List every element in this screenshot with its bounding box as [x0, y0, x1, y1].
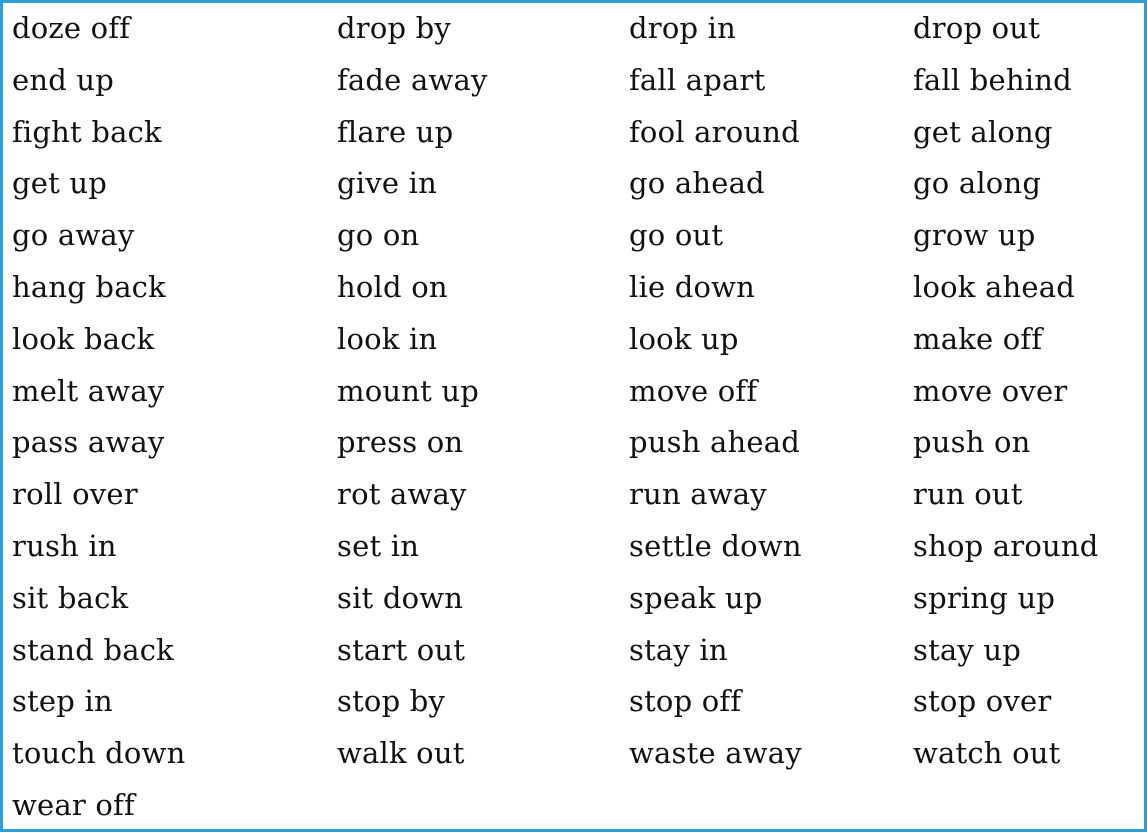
phrase-cell: go away — [12, 218, 135, 253]
phrase-cell: watch out — [913, 736, 1061, 771]
phrase-cell: fool around — [629, 114, 800, 149]
phrase-cell: shop around — [913, 528, 1099, 563]
phrase-cell: lie down — [629, 269, 756, 304]
phrase-cell — [337, 780, 629, 832]
phrase-cell: drop out — [913, 11, 1041, 45]
phrase-cell: grow up — [913, 218, 1036, 253]
phrase-cell: doze off — [12, 11, 131, 45]
phrase-cell: look back — [12, 321, 155, 356]
phrase-cell: move off — [629, 373, 758, 408]
phrase-cell: rot away — [337, 477, 467, 512]
phrase-cell: look in — [337, 321, 438, 356]
phrase-cell: flare up — [337, 114, 454, 149]
phrase-cell: roll over — [12, 477, 138, 512]
phrase-cell: go on — [337, 218, 420, 253]
phrase-cell: fight back — [12, 114, 162, 149]
phrase-cell: speak up — [629, 580, 763, 615]
phrase-cell: rush in — [12, 528, 117, 563]
phrase-cell: hold on — [337, 269, 448, 304]
phrase-cell: go along — [913, 166, 1042, 201]
phrase-cell: pass away — [12, 425, 165, 460]
phrase-cell: stand back — [12, 632, 174, 667]
phrase-cell: look up — [629, 321, 739, 356]
phrase-cell: end up — [12, 62, 115, 97]
phrase-cell: set in — [337, 528, 420, 563]
phrase-cell: drop by — [337, 11, 452, 45]
phrase-cell: get up — [12, 166, 108, 201]
phrase-cell: go ahead — [629, 166, 765, 201]
phrase-cell: wear off — [12, 787, 135, 822]
phrase-cell: hang back — [12, 269, 166, 304]
phrase-cell: stop over — [913, 684, 1052, 719]
phrase-cell: walk out — [337, 736, 465, 771]
phrase-cell: stop off — [629, 684, 742, 719]
phrase-cell: fall apart — [629, 62, 766, 97]
phrase-cell: give in — [337, 166, 437, 201]
phrase-cell: start out — [337, 632, 466, 667]
phrase-cell: make off — [913, 321, 1043, 356]
phrase-cell: spring up — [913, 580, 1056, 615]
phrase-cell: stop by — [337, 684, 446, 719]
phrase-cell: get along — [913, 114, 1053, 149]
phrase-cell: push ahead — [629, 425, 801, 460]
phrase-cell: melt away — [12, 373, 165, 408]
phrase-cell: press on — [337, 425, 464, 460]
phrase-cell: step in — [12, 684, 113, 719]
phrase-cell: run away — [629, 477, 767, 512]
phrase-cell — [913, 780, 1143, 832]
phrase-cell: settle down — [629, 528, 802, 563]
phrase-cell: fall behind — [913, 62, 1072, 97]
phrase-cell: sit back — [12, 580, 129, 615]
phrase-cell: waste away — [629, 736, 802, 771]
phrase-cell: move over — [913, 373, 1068, 408]
phrase-cell: stay in — [629, 632, 728, 667]
phrase-cell — [629, 780, 913, 832]
phrase-cell: look ahead — [913, 269, 1075, 304]
phrase-cell: go out — [629, 218, 724, 253]
phrase-cell: stay up — [913, 632, 1022, 667]
phrase-cell: push on — [913, 425, 1031, 460]
phrase-cell: touch down — [12, 736, 186, 771]
phrase-cell: mount up — [337, 373, 480, 408]
phrase-cell: drop in — [629, 11, 737, 45]
phrasal-verb-grid — [12, 3, 1143, 832]
phrase-cell: run out — [913, 477, 1023, 512]
phrase-cell: fade away — [337, 62, 488, 97]
phrase-cell: sit down — [337, 580, 464, 615]
